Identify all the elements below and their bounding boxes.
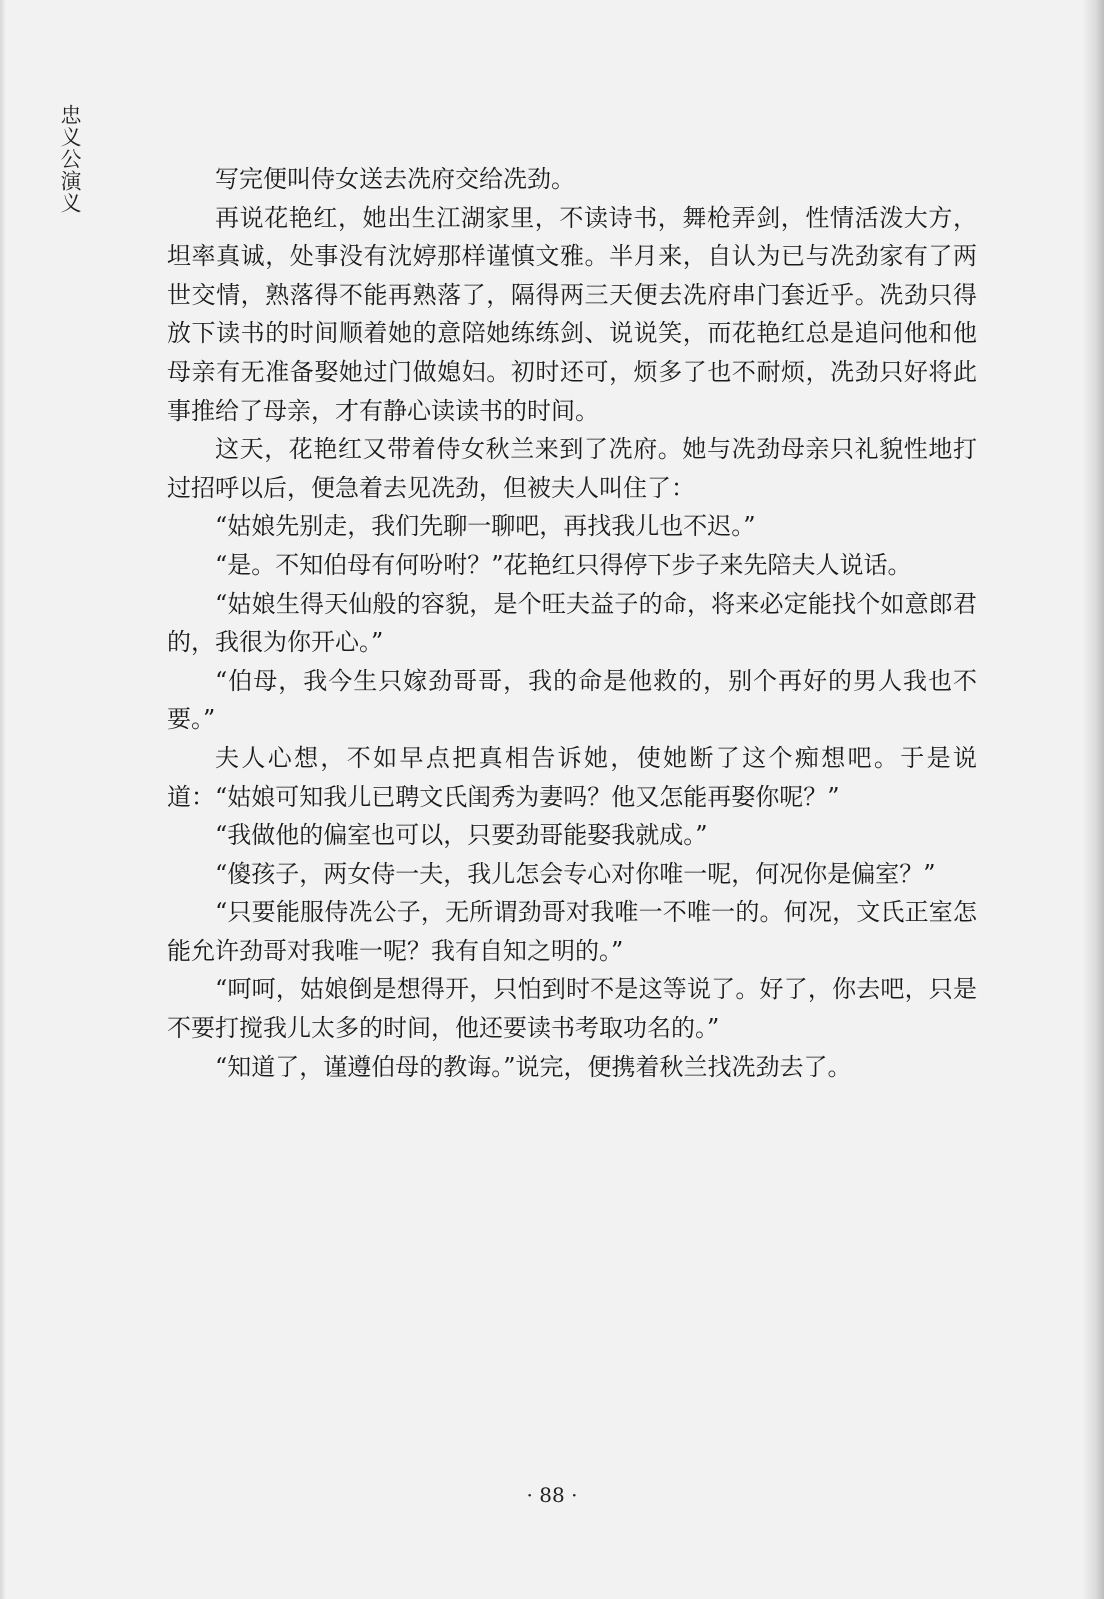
paragraph: “呵呵，姑娘倒是想得开，只怕到时不是这等说了。好了，你去吧，只是不要打搅我儿太多的时间，他还要读书考取功名的。” — [167, 975, 977, 1043]
paragraph: “是。不知伯母有何吩咐？”花艳红只得停下步子来先陪夫人说话。 — [215, 550, 912, 579]
page-edge-left — [0, 0, 6, 1599]
paragraph: “傻孩子，两女侍一夫，我儿怎会专心对你唯一呢，何况你是偏室？” — [215, 859, 936, 888]
running-head: 忠义公演义 — [58, 104, 82, 214]
paragraph: “姑娘先别走，我们先聊一聊吧，再找我儿也不迟。” — [215, 512, 756, 541]
page-edge-right — [1082, 0, 1104, 1599]
paragraph: 写完便叫侍女送去冼府交给冼劲。 — [215, 165, 575, 193]
paragraph: 这天，花艳红又带着侍女秋兰来到了冼府。她与冼劲母亲只礼貌性地打过招呼以后，便急着去见冼劲，但被夫人叫住了： — [167, 435, 977, 502]
paragraph: 夫人心想，不如早点把真相告诉她，使她断了这个痴想吧。于是说道：“姑娘可知我儿已聘文氏闺秀为妻吗？他又怎能再娶你呢？” — [167, 743, 977, 811]
page-number: · 88 · — [526, 1483, 578, 1507]
paragraph: “姑娘生得天仙般的容貌，是个旺夫益子的命，将来必定能找个如意郎君的，我很为你开心。” — [167, 589, 977, 657]
paragraph: “伯母，我今生只嫁劲哥哥，我的命是他救的，别个再好的男人我也不要。” — [167, 666, 977, 734]
paragraph: “只要能服侍冼公子，无所谓劲哥对我唯一不唯一的。何况，文氏正室怎能允许劲哥对我唯一呢？我有自知之明的。” — [167, 898, 977, 965]
body-text — [167, 160, 977, 1086]
paragraph: “我做他的偏室也可以，只要劲哥能娶我就成。” — [215, 821, 708, 850]
paragraph: “知道了，谨遵伯母的教诲。”说完，便携着秋兰找冼劲去了。 — [215, 1052, 852, 1081]
paragraph: 再说花艳红，她出生江湖家里，不读诗书，舞枪弄剑，性情活泼大方，坦率真诚，处事没有沈婷那样谨慎文雅。半月来，自认为已与冼劲家有了两世交情，熟落得不能再熟落了，隔得两三天便去冼府串门套近乎。冼劲只得放下读书的时间顺着她的意陪她练练剑、说说笑，而花艳红总是追问他和他母亲有无准备娶她过门做媳妇。初时还可，烦多了也不耐烦，冼劲只好将此事推给了母亲，才有静心读读书的时间。 — [167, 203, 977, 425]
